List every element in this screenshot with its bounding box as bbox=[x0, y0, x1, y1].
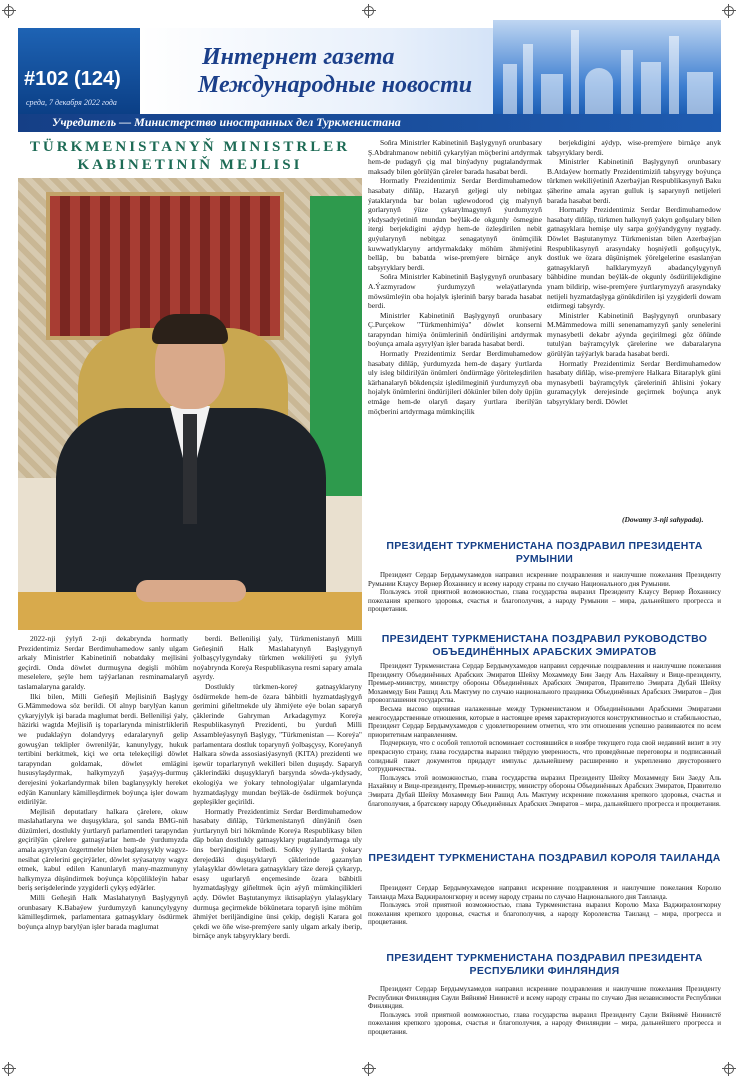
article-paragraph: Soňra Ministrler Kabinetiniň Başlygynyň orunbasary A.Ýazmyradow ýurdumyzyň welaýatlarynda möwsümleýin oba hojalyk işleriniň barşy barada hasabat berdi. bbox=[368, 272, 542, 311]
article-column-3 bbox=[368, 138, 542, 528]
issue-box bbox=[18, 28, 140, 114]
article-column-1 bbox=[18, 634, 188, 1064]
heading-line: TÜRKMENISTANYŇ MINISTRLER bbox=[29, 139, 351, 155]
city-skyline-image bbox=[493, 20, 721, 114]
issue-date: среда, 7 декабря 2022 года bbox=[26, 98, 117, 107]
newspaper-title-line1: Интернет газета bbox=[202, 44, 395, 70]
news-body-thailand bbox=[368, 884, 721, 946]
masthead bbox=[18, 20, 721, 132]
president-photo bbox=[18, 178, 362, 630]
article-column-2 bbox=[193, 634, 362, 1064]
crop-mark bbox=[362, 1062, 376, 1076]
news-paragraph: Президент Туркменистана Сердар Бердымухамедов направил сердечные поздравления и наилучшие пожелания Президенту Объединённых Арабских Эмиратов Шейху Мохаммеду Бин Заеду Аль Нахайяну и Вице-президенту, Премьер-министру, министру обороны Объединённых Арабских Эмиратов, Правителю Эмирата Дубай Шейху Мохаммеду Бин Рашид Аль Мактуму по случаю национального праздника Объединённых Арабских Эмиратов – Дня провозглашения государства. bbox=[368, 662, 721, 705]
news-body-uae bbox=[368, 662, 721, 848]
founder-band bbox=[18, 114, 721, 132]
heading-line: KABINETINIŇ MEJLISI bbox=[77, 157, 303, 173]
news-paragraph: Пользуясь этой приятной возможностью, глава государства выразил Президенту Клаусу Вернер Йоханнису пожелания крепкого здоровья, счастья и благополучия, а народу Румынии – мира, дальнейшего прогресса и процветания. bbox=[368, 588, 721, 614]
crop-mark bbox=[722, 1062, 736, 1076]
issue-number: #102 (124) bbox=[24, 68, 121, 90]
founder-text: Учредитель — Министерство иностранных дел Туркменистана bbox=[52, 115, 401, 129]
news-paragraph: Пользуясь этой возможностью, глава государства выразил Президенту Шейху Мохаммеду Бин Заеду Аль Нахайяну и Вице-президенту, Премьер-министру, министру обороны Объединённых Арабских Эмиратов, Правителю Эмирата Дубай Шейху Мохаммеду Бин Рашид Аль Мактуму искренние пожелания крепкого здоровья, счастья и благополучия, а братскому народу Объединённых Арабских Эмиратов – мира, дальнейшего прогресса и процветания. bbox=[368, 773, 721, 808]
article-paragraph: Hormatly Prezidentimiz Serdar Berdimuhamedow hasabaty diňläp, ýurdumyzda hem-de daşary ýurtlarda uly isleg bildirilýän önümleri öndürmäge ýöriteleşdirilen kärhanalaryň bökdençsiz işledilmeginiň ýurdumyzyň oba hojalyk önümlerini öndürijileri dökünler bilen doly üpjün etmäge hem-de olaryň daşary ýurtlara iberilýän möçberini artdyrmaga mümkinçilik bbox=[368, 349, 542, 416]
article-paragraph: Ministrler Kabinetiniň Başlygynyň orunbasary B.Atdaýew hormatly Prezidentimiziň tabşyrygy boýunça türkmen wekiliýetiniň Azerbaýjan Respublikasynyň Baku şäherine amala aşyran gulluk iş saparynyň netijeleri barada hasabat berdi. bbox=[547, 157, 721, 205]
news-paragraph: Весьма высоко оценивая налаженные между Туркменистаном и Объединёнными Арабскими Эмиратами межгосударственные отношения, которые в настоящее время характеризуются конструктивностью и стабильностью, Президент Сердар Бердымухамедов с удовлетворением отметил, что эти отношения успешно развиваются по всем приоритетным направлениям. bbox=[368, 704, 721, 739]
article-paragraph: Ilki bilen, Milli Geňeşiň Mejlisiniň Başlygy G.Mämmedowa söz berildi. Ol alnyp barylýan kanun çykaryjylyk işi barada maglumat berdi. Bellenilişi ýaly, häzirki wagtda Mejlisiň iş toparlarynda ministrlikleriň we pudaklaýyn dolandyryş edaralarynyň gelip gowuşýan teklipler öwrenilýär, kanunylygy, hukuk tertibini berkitmek, kiçi we orta telekeçiligi döwlet tarapyndan goldamak, döwlet emlägini hususylaşdyrmak, halkymyzyň ýaşaýyş-durmuş derejesini ýokarlandyrmak bilen baglanyşykly hereket edýän Kanunlary kämilleşdirmek boýunça işler dowam etdirilýär. bbox=[18, 691, 188, 807]
article-paragraph: Milli Geňeşiň Halk Maslahatynyň Başlygynyň orunbasary K.Babaýew ýurdumyzyň kanunçylygyny kämilleşdirmek, parlamentara gatnaşyklary ösdürmek boýunça alnyp barylýan işler barada maglumat bbox=[18, 893, 188, 931]
newspaper-title-line2: Международные новости bbox=[198, 72, 473, 98]
article-paragraph: 2022-nji ýylyň 2-nji dekabrynda hormatly Prezidentimiz Serdar Berdimuhamedow sanly ulgam arkaly Ministrler Kabinetiniň nobatdaky mejlisini geçirdi. Onda döwlet durmuşyna degişli möhüm meselelere, şeýle hem taýýarlanan resminamalaryň taslamalaryna garaldy. bbox=[18, 634, 188, 691]
news-paragraph: Пользуясь этой приятной возможностью, глава государства выразил Президенту Саули Вяйнямё Ниинистё пожелания крепкого здоровья, счастья и благополучия, а народу Финляндии – мира, дальнейшего прогресса и процветания. bbox=[368, 1010, 721, 1036]
main-article-heading bbox=[18, 138, 362, 174]
news-paragraph: Президент Сердар Бердымухамедов направил искренние поздравления и наилучшие пожелания Президенту Румынии Клаусу Вернер Йоханнису и всему народу страны по случаю Национального дня Румынии. bbox=[368, 571, 721, 588]
article-paragraph: Dostlukly türkmen-koreý gatnaşyklaryny ösdürmekde hem-de özara bähbitli hyzmatdaşlygyň gerimini giňeltmekde uly ähmiýete eýe bolan saparyň çäklerinde Gahryman Arkadagymyz Koreýa Respublikasynyň Prezidenti, bu ýurduň Milli Assambleýasynyň Başlygy, "Türkmenistan — Koreýa" parlamentara dostluk toparynyň ýolbaşçysy, Koreýanyň Halkara söwda assosiasiýasynyň (KITA) prezidenti we işewür toparlarynyň wekilleri bilen duşuşdy. Saparyň çäklerindäki duşuşyklaryň barşynda söwda-ykdysady, ekologiýa we ýokary tehnologiýalar ulgamlarynda hyzmatdaşlygy mundan beýläk-de ösdürmek boýunça gepleşikler geçirildi. bbox=[193, 681, 362, 807]
article-paragraph: Soňra Ministrler Kabinetiniň Başlygynyň orunbasary Ş.Abdrahmanow nebitiň çykarylýan möçberini artdyrmak hem-de pudagyň çig mal binýadyny pugtalandyrmak maksady bilen görülýän çäreler barada hasabat berdi. bbox=[368, 138, 542, 176]
crop-mark bbox=[2, 4, 16, 18]
article-paragraph: berjekdigini aýdyp, wise-premýere birnäçe anyk tabşyryklary berdi. bbox=[547, 138, 721, 157]
article-paragraph: Ministrler Kabinetiniň Başlygynyň orunbasary Ç.Purçekow "Türkmenhimiýa" döwlet konserni tarapyndan himiýa önümleriniň öndürilişini artdyrmak boýunça amala aşyrylýan işler barada hasabat berdi. bbox=[368, 310, 542, 349]
article-paragraph: Hormatly Prezidentimiz Serdar Berdimuhamedow hasabaty diňläp, wise-premýere Halkara Bitaraplyk güni mynasybetli baýramçylyk çäreleriniň ählisini ýokary guramaçylyk derejesinde geçirmek boýunça anyk tabşyryklary berdi. Döwlet bbox=[547, 358, 721, 407]
article-paragraph: Mejlisiň deputatlary halkara çärelere, okuw maslahatlaryna we duşuşyklara, şol sanda BMG-niň düzümleri, dostlukly ýurtlaryň parlamentleri tarapyndan geçirilýän çärelere gatnaşýarlar hem-de ýurdumyzda amala aşyrylýan özgertmeler bilen baglanyşykly wagyz-nesihat çärelerini geçirýärler, döwlet syýasatyny wagyz etmek, kabul edilen Kanunlaryň many-mazmunyny halkymyza düşündirmek boýunça köpçülikleýin habar beriş serişdelerinde yzygiderli çykyş edýärler. bbox=[18, 806, 188, 893]
article-paragraph: Hormatly Prezidentimiz Serdar Berdimuhamedow hasabaty diňläp, Hazaryň geljegi uly nebitgaz ýataklarynda bar bolan uglewodorod çig malynyň gorlarynyň ýüze çykarylmagynyň ýurdumyzyň ykdysadyýetiniň mundan beýläk-de okgunly ösmegine itergi berjekdigini aýdyp hem-de özleşdirilen nebit guýularynyň nebitgaz senagatynyň önümçilik kuwwatlyklaryny artdyrmakdaky möhüm ähmiýetini belläp, bu babatda wise-premýere birnäçe anyk tabşyryklary berdi. bbox=[368, 176, 542, 272]
news-paragraph: Подчеркнув, что с особой теплотой вспоминает состоявшийся в ноябре текущего года свой недавний визит в эту прекрасную страну, глава государства выразил твёрдую уверенность, что проведённые переговоры и подписанный солидный пакет документов придадут импульс дальнейшему расширению и укреплению двустороннего сотрудничества. bbox=[368, 739, 721, 774]
crop-mark bbox=[362, 4, 376, 18]
news-paragraph: Президент Сердар Бердымухамедов направил искренние поздравления и наилучшие пожелания Президенту Республики Финляндия Саули Вяйнямё Ниинистё и всему народу страны по случаю Дня независимости Республики Финляндия. bbox=[368, 985, 721, 1011]
news-heading-thailand: ПРЕЗИДЕНТ ТУРКМЕНИСТАНА ПОЗДРАВИЛ КОРОЛЯ ТАИЛАНДА bbox=[368, 852, 721, 864]
news-body-romania bbox=[368, 571, 721, 631]
article-paragraph: berdi. Bellenilişi ýaly, Türkmenistanyň Milli Geňeşiniň Halk Maslahatynyň Başlygynyň ýolbaşçylygyndaky türkmen wekiliýeti şu ýylyň noýabrynda Koreýa Respublikasyna resmi sapary amala aşyrdy. bbox=[193, 634, 362, 682]
news-paragraph: Пользуясь этой приятной возможностью, глава Туркменистана выразил Королю Маха Ваджиралонгкорну пожелания крепкого здоровья, счастья и благополучия, а народу Королевства Таиланд – мира, прогресса и процветания. bbox=[368, 901, 721, 927]
article-column-4 bbox=[547, 138, 721, 513]
article-paragraph: Hormatly Prezidentimiz Serdar Berdimuhamedow hasabaty diňläp, Türkmenistanyň dünýäniň ösen ýurtlarynyň biri hökmünde Koreýa Respublikasy bilen däp bolan dostlukly gatnaşyklary pugtalandyrmaga uly üns berýändigini belledi. Soňky ýyllarda ýokary derejedäki duşuşyklaryň çäklerinde gazanylan ylalaşyklar döwletara gatnaşyklary täze derejä çykaryp, esasy ugurlaryň ençemesinde özara bähbitli hyzmatdaşlygy giňeltmek üçin aýyň mümkinçilikleri açdy. Döwlet Baştutanymyz iktisaplaýyn ylalaşyklary durmuşa geçirmekde bökünetara toparyň işine möhüm ähmiýet beriljändigine ünsi çekip, degişli Karara gol çekdi we öňe wise-premýere sanly ulgam arkaly iberip, birnäçe anyk tabşyryklary berdi. bbox=[193, 806, 362, 941]
crop-mark bbox=[722, 4, 736, 18]
article-paragraph: Hormatly Prezidentimiz Serdar Berdimuhamedow hasabaty diňläp, türkmen halkynyň ýakyn goňşulary bilen gatnaşyklara hemişe uly sarpa goýýandygyny nygtady. Döwlet Baştutanymyz Türkmenistan bilen Azerbaýjan Respublikasynyň arasyndaky hoşniýetli goňşuçylyk, dostluk we özara düşünişmek ýörelgelerine esaslanýan gatnaşyklaryň halklarymyzyň abadançylygynyň bähbidine mundan beýläk-de okgunly ösdürilijekdigine ynam bildirip, wise-premýere ýurtlarymyzyň arasyndaky netijeli hyzmatdaşlyga gönükdirilen işi yzygiderli dowam etdirmegi tabşyrdy. bbox=[547, 205, 721, 311]
news-heading-romania: ПРЕЗИДЕНТ ТУРКМЕНИСТАНА ПОЗДРАВИЛ ПРЕЗИДЕНТА РУМЫНИИ bbox=[386, 540, 703, 565]
news-heading-uae: ПРЕЗИДЕНТ ТУРКМЕНИСТАНА ПОЗДРАВИЛ РУКОВОДСТВО ОБЪЕДИНЁННЫХ АРАБСКИХ ЭМИРАТОВ bbox=[381, 633, 708, 658]
news-heading-finland: ПРЕЗИДЕНТ ТУРКМЕНИСТАНА ПОЗДРАВИЛ ПРЕЗИДЕНТА РЕСПУБЛИКИ ФИНЛЯНДИЯ bbox=[386, 952, 703, 977]
crop-mark bbox=[2, 1062, 16, 1076]
continued-note: (Dowamy 3-nji sahypada). bbox=[622, 515, 704, 524]
news-paragraph: Президент Сердар Бердымухамедов направил искренние поздравления и наилучшие пожелания Королю Таиланда Маха Ваджиралонгкорну и всему народу страны по случаю Национального дня Таиланда. bbox=[368, 884, 721, 901]
article-paragraph: Ministrler Kabinetiniň Başlygynyň orunbasary M.Mämmedowa milli senenamamyzyň şanly senelerini mynasybetli dekabr aýynda geçirilmegi göz öňünde tutulýan baýramçylyk çärelerine we dabaralaryna görülýän taýýarlyk barada hasabat berdi. bbox=[547, 310, 721, 359]
news-body-finland bbox=[368, 985, 721, 1061]
